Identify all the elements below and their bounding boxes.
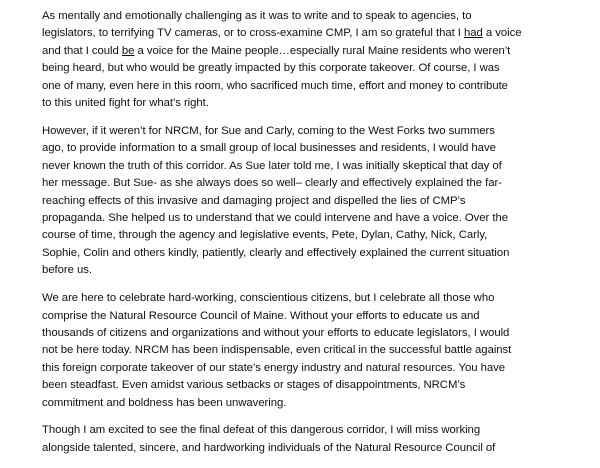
paragraph [42, 422, 582, 457]
text-line [42, 140, 582, 157]
paragraph [42, 290, 582, 412]
paragraph [42, 8, 582, 112]
text-run: being heard, but who would be greatly impacted by this corporate takeover. Of course, I was [42, 62, 500, 75]
text-line [42, 8, 582, 25]
text-run: a voice [482, 27, 522, 40]
underlined-text: had [464, 27, 483, 40]
paragraph [42, 123, 582, 280]
text-line [42, 227, 582, 244]
text-line [42, 95, 582, 112]
text-run: to this united fight for what’s right. [42, 97, 209, 110]
text-run: comprise the Natural Resource Council of Maine. Without your efforts to educate us and [42, 309, 480, 322]
text-run: course of time, through the agency and legislative events, Pete, Dylan, Cathy, Nick, Carly, [42, 229, 488, 242]
text-line [42, 43, 582, 60]
text-line [42, 360, 582, 377]
text-run: We are here to celebrate hard-working, conscientious citizens, but I celebrate all those who [42, 292, 495, 305]
text-line [42, 308, 582, 325]
text-run: However, if it weren’t for NRCM, for Sue and Carly, coming to the West Forks two summers [42, 124, 495, 137]
text-run: Though I am excited to see the final defeat of this dangerous corridor, I will miss working [42, 424, 481, 437]
text-line [42, 60, 582, 77]
text-line [42, 193, 582, 210]
text-run: not be here today. NRCM has been indispensable, even critical in the successful battle against [42, 344, 512, 357]
text-run: and that I could [42, 44, 122, 57]
text-line [42, 342, 582, 359]
text-run: one of many, even here in this room, who sacrificed much time, effort and money to contribute [42, 79, 508, 92]
text-run: reaching effects of this invasive and damaging project and dispelled the lies of CMP’s [42, 194, 466, 207]
text-run: never known the truth of this corridor. As Sue later told me, I was initially skeptical that day of [42, 159, 502, 172]
text-run: ago, to provide information to a small group of local businesses and residents, I would have [42, 142, 496, 155]
text-run: before us. [42, 264, 92, 277]
text-line [42, 175, 582, 192]
text-run: been steadfast. Even amidst various setbacks or stages of disappointments, NRCM’s [42, 379, 466, 392]
text-line [42, 377, 582, 394]
text-run: propaganda. She helped us to understand that we could intervene and have a voice. Over the [42, 211, 508, 224]
text-run: legislators, to terrifying TV cameras, or to cross-examine CMP, I am so grateful that I [42, 27, 464, 40]
text-line [42, 325, 582, 342]
document-body [42, 8, 582, 468]
text-line [42, 262, 582, 279]
text-line [42, 210, 582, 227]
text-line [42, 395, 582, 412]
text-run: commitment and boldness has been unwavering. [42, 396, 287, 409]
underlined-text: be [121, 44, 135, 57]
text-line [42, 78, 582, 95]
text-run: a voice for the Maine people…especially rural Maine residents who weren’t [134, 44, 511, 57]
text-line [42, 440, 582, 457]
text-line [42, 422, 582, 439]
text-line [42, 158, 582, 175]
text-run: her message. But Sue- as she always does so well– clearly and effectively explained the far- [42, 177, 502, 190]
text-line [42, 25, 582, 42]
text-line [42, 290, 582, 307]
text-run: Sophie, Colin and others kindly, patiently, clearly and effectively explained the current situation [42, 246, 510, 259]
text-run: alongside talented, sincere, and hardworking individuals of the Natural Resource Council of [42, 441, 496, 454]
text-run: thousands of citizens and organizations and without your efforts to educate legislators, I would [42, 326, 510, 339]
text-run: As mentally and emotionally challenging as it was to write and to speak to agencies, to [42, 10, 472, 22]
text-line [42, 245, 582, 262]
text-line [42, 123, 582, 140]
text-run: this foreign corporate takeover of our state’s energy industry and natural resources. You have [42, 361, 505, 374]
